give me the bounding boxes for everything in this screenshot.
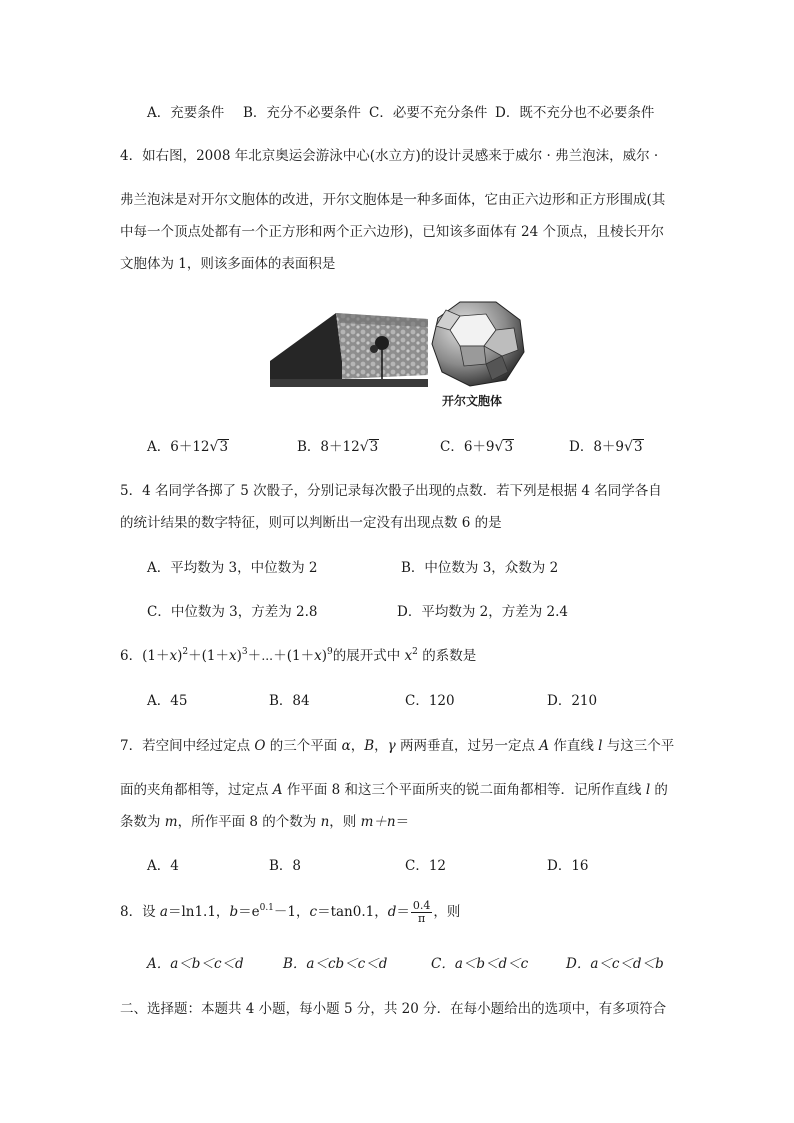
q6-exponent: 2 bbox=[182, 647, 189, 657]
q4-line-4: 文胞体为 1，则该多面体的表面积是 bbox=[120, 256, 336, 272]
q7-part: ，所作平面 8 的个数为 bbox=[177, 814, 321, 830]
kelvin-cell-figure bbox=[430, 300, 526, 388]
q8-fraction bbox=[411, 900, 433, 925]
q6-part: ) bbox=[321, 648, 328, 664]
q4-line-2: 弗兰泡沫是对开尔文胞体的改进，开尔文胞体是一种多面体，它由正六边形和正方形围成(其 bbox=[120, 192, 666, 208]
q4-option-b: B．8＋12√3 bbox=[297, 439, 379, 455]
figure-caption: 开尔文胞体 bbox=[442, 394, 503, 408]
q8-part: ，则 bbox=[433, 904, 461, 921]
q8-part: －1， bbox=[273, 904, 310, 921]
q5-option-a: A．平均数为 3，中位数为 2 bbox=[147, 560, 318, 576]
q7-part: ， bbox=[350, 738, 365, 754]
q8-fraction-denominator: π bbox=[418, 912, 426, 926]
q6-var: x bbox=[169, 648, 178, 664]
q7-part: 条数为 bbox=[120, 814, 165, 830]
q7-part: 的三个平面 bbox=[265, 738, 342, 754]
q5-line-2: 的统计结果的数字特征，则可以判断出一定没有出现点数 6 的是 bbox=[120, 515, 502, 531]
q7-line-1 bbox=[120, 738, 674, 754]
q8-option-b: B．a＜cb＜c＜d bbox=[283, 956, 388, 972]
q7-var: α bbox=[341, 738, 351, 754]
q5-option-d: D．平均数为 2，方差为 2.4 bbox=[397, 604, 568, 620]
q7-var: l bbox=[645, 782, 651, 798]
q6-exponent: 9 bbox=[327, 647, 333, 657]
q7-var: A bbox=[539, 738, 550, 754]
q7-var: A bbox=[272, 782, 283, 798]
q7-var: n bbox=[320, 814, 330, 830]
q7-option-b: B．8 bbox=[269, 858, 302, 874]
q6-option-c: C．120 bbox=[405, 693, 455, 709]
water-cube-photo bbox=[270, 305, 428, 387]
q5-option-b: B．中位数为 3，众数为 2 bbox=[401, 560, 559, 576]
q7-option-c: C．12 bbox=[405, 858, 447, 874]
q7-var: B bbox=[364, 738, 375, 754]
q8-var: c bbox=[309, 904, 318, 921]
q6-option-d: D．210 bbox=[547, 693, 598, 709]
q6-part: 的系数是 bbox=[417, 648, 477, 664]
q4-option-a: A．6＋12√3 bbox=[147, 439, 229, 455]
q8-var: b bbox=[229, 904, 239, 921]
q8-fraction-numerator: 0.4 bbox=[412, 899, 431, 912]
q7-line-3 bbox=[120, 814, 409, 830]
q7-option-a: A．4 bbox=[147, 858, 179, 874]
q4-option-a-text: A．6＋12 bbox=[147, 439, 210, 455]
q6-exponent: 2 bbox=[412, 647, 418, 657]
q7-part: ，则 bbox=[329, 814, 361, 830]
q7-line-2 bbox=[120, 782, 668, 798]
q7-part: 的 bbox=[650, 782, 668, 798]
q7-part: 两两垂直，过另一定点 bbox=[395, 738, 540, 754]
q4-option-d: D．8＋9√3 bbox=[569, 439, 643, 455]
q6-var: x bbox=[404, 648, 413, 664]
section-2-heading: 二、选择题：本题共 4 小题，每小题 5 分，共 20 分．在每小题给出的选项中，有多项符合 bbox=[120, 1001, 667, 1017]
q3-option-c: C．必要不充分条件 bbox=[369, 105, 488, 121]
q4-option-b-radicand: 3 bbox=[369, 439, 379, 455]
q7-part: ＝ bbox=[395, 814, 410, 830]
q8-stem bbox=[120, 900, 460, 925]
q3-option-b: B．充分不必要条件 bbox=[243, 105, 361, 121]
q7-part: 与这三个平 bbox=[602, 738, 675, 754]
q5-option-c: C．中位数为 3，方差为 2.8 bbox=[147, 604, 318, 620]
q8-option-d: D．a＜c＜d＜b bbox=[566, 956, 664, 972]
q6-stem bbox=[120, 648, 476, 664]
q8-part: ＝tan0.1， bbox=[317, 904, 388, 921]
q4-option-a-radicand: 3 bbox=[219, 439, 229, 455]
q4-option-d-radicand: 3 bbox=[633, 439, 643, 455]
q8-var: a bbox=[159, 904, 168, 921]
q7-part: ， bbox=[374, 738, 388, 754]
q8-part: ＝e bbox=[238, 904, 260, 921]
q5-line-1: 5．4 名同学各掷了 5 次骰子，分别记录每次骰子出现的点数．若下列是根据 4 名同学各自 bbox=[120, 483, 662, 499]
q8-var: d bbox=[387, 904, 397, 921]
q7-var: m bbox=[164, 814, 178, 830]
q8-part: 8．设 bbox=[120, 904, 160, 921]
q7-part: 7．若空间中经过定点 bbox=[120, 738, 255, 754]
q8-exponent: 0.1 bbox=[259, 903, 274, 914]
q6-part: ) bbox=[177, 648, 183, 664]
q7-option-d: D．16 bbox=[547, 858, 589, 874]
q6-option-a: A．45 bbox=[147, 693, 188, 709]
q4-option-d-text: D．8＋9 bbox=[569, 439, 625, 455]
q7-part: 面的夹角都相等，过定点 bbox=[120, 782, 273, 798]
q6-part: ＋⋯＋(1＋ bbox=[247, 648, 315, 664]
q4-line-3: 中每一个顶点处都有一个正方形和两个正六边形)，已知该多面体有 24 个顶点，且棱长开尔 bbox=[120, 224, 665, 240]
q4-option-c-text: C．6＋9 bbox=[440, 439, 495, 455]
q6-part: ＋(1＋ bbox=[188, 648, 229, 664]
q7-var: γ bbox=[387, 738, 396, 754]
q7-part: 作平面 8 和这三个平面所夹的锐二面角都相等．记所作直线 bbox=[282, 782, 646, 798]
q7-var: m＋n bbox=[360, 814, 396, 830]
q7-var: O bbox=[254, 738, 266, 754]
q6-part: 6．(1＋ bbox=[120, 648, 170, 664]
q4-line-1: 4．如右图，2008 年北京奥运会游泳中心(水立方)的设计灵感来于威尔 · 弗兰泡沫，威尔 · bbox=[120, 148, 659, 164]
q6-part: ) bbox=[236, 648, 242, 664]
q3-option-a: A．充要条件 bbox=[147, 105, 225, 121]
q7-part: 作直线 bbox=[549, 738, 599, 754]
q6-var: x bbox=[314, 648, 322, 664]
q8-part: ＝ln1.1， bbox=[167, 904, 230, 921]
q4-option-b-text: B．8＋12 bbox=[297, 439, 360, 455]
q8-part: ＝ bbox=[396, 904, 410, 921]
q4-option-c-radicand: 3 bbox=[504, 439, 514, 455]
q4-option-c: C．6＋9√3 bbox=[440, 439, 514, 455]
q6-option-b: B．84 bbox=[269, 693, 310, 709]
q3-option-d: D．既不充分也不必要条件 bbox=[495, 105, 655, 121]
q6-part: 的展开式中 bbox=[332, 648, 405, 664]
q8-option-a: A．a＜b＜c＜d bbox=[147, 956, 244, 972]
q8-option-c: C．a＜b＜d＜c bbox=[431, 956, 529, 972]
q6-var: x bbox=[228, 648, 237, 664]
q7-var: l bbox=[598, 738, 603, 754]
q6-exponent: 3 bbox=[241, 647, 248, 657]
